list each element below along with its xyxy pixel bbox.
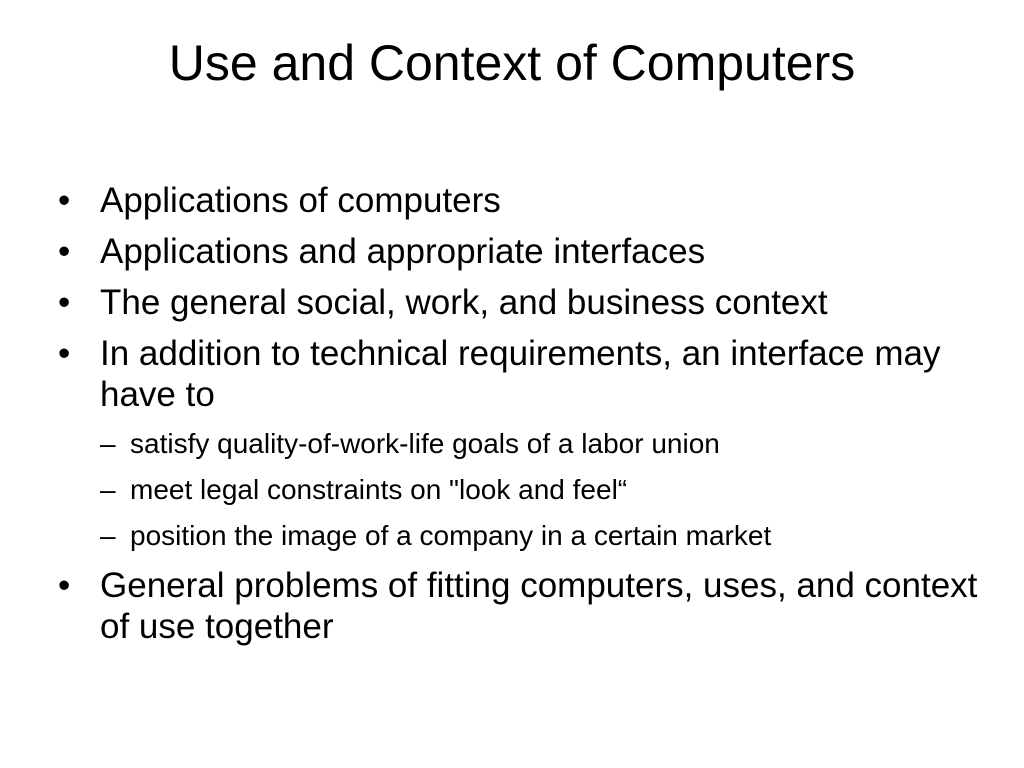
sub-bullet-text: satisfy quality-of-work-life goals of a labor union <box>130 428 720 459</box>
sub-bullet-item <box>100 473 978 506</box>
bullet-marker: • <box>58 566 71 605</box>
bullet-marker: • <box>58 334 71 373</box>
bullet-list <box>58 180 978 657</box>
bullet-marker: • <box>58 283 71 322</box>
sub-bullet-item <box>100 427 978 460</box>
sub-bullet-list <box>100 427 978 552</box>
sub-bullet-marker: – <box>100 428 116 459</box>
sub-bullet-marker: – <box>100 474 116 505</box>
bullet-marker: • <box>58 232 71 271</box>
bullet-marker: • <box>58 181 71 220</box>
bullet-text: Applications and appropriate interfaces <box>100 232 706 271</box>
bullet-text: Applications of computers <box>100 181 501 220</box>
sub-bullet-marker: – <box>100 520 116 551</box>
bullet-item <box>58 565 978 647</box>
bullet-item <box>58 282 978 323</box>
bullet-text: In addition to technical requirements, an interface may have to <box>100 334 941 414</box>
sub-bullet-text: position the image of a company in a certain market <box>130 520 772 551</box>
bullet-item <box>58 231 978 272</box>
bullet-text: General problems of fitting computers, uses, and context of use together <box>100 566 978 646</box>
sub-bullet-item <box>100 519 978 552</box>
slide-title: Use and Context of Computers <box>168 35 856 91</box>
bullet-item <box>58 333 978 552</box>
sub-bullet-text: meet legal constraints on "look and feel“ <box>130 474 628 505</box>
bullet-item <box>58 180 978 221</box>
bullet-text: The general social, work, and business context <box>100 283 828 322</box>
